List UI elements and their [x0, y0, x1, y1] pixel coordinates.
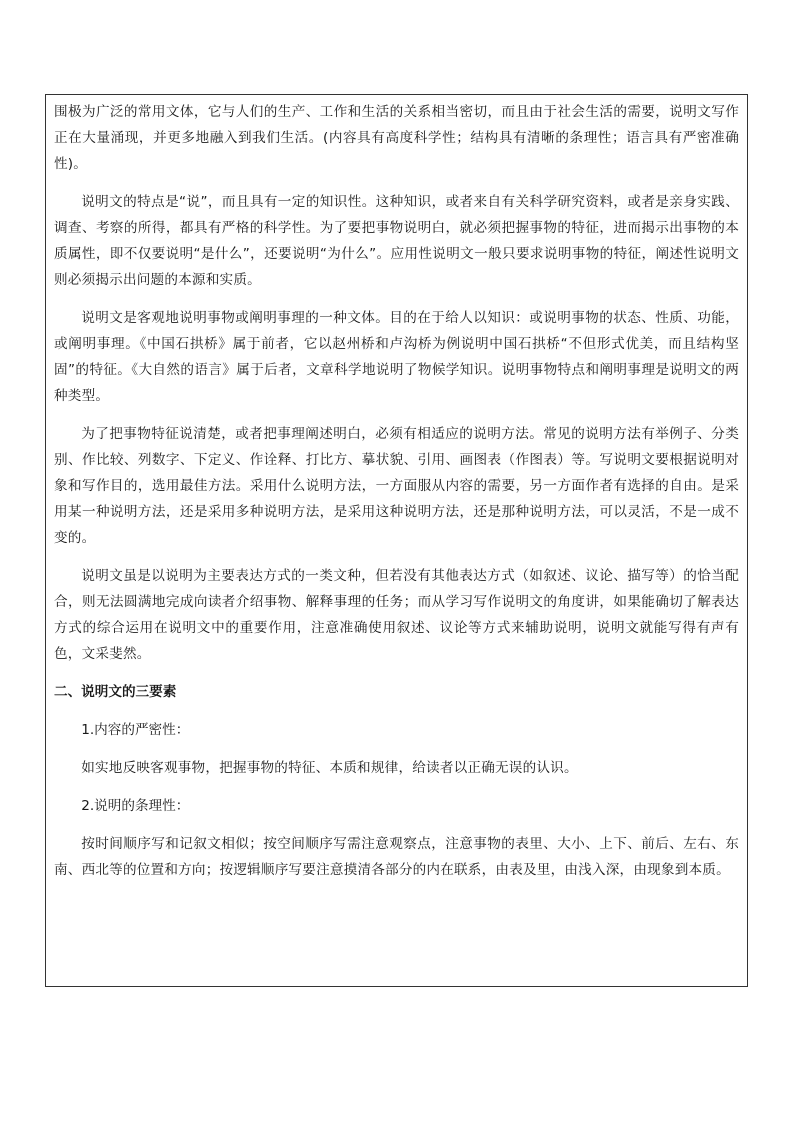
item2-title: 2.说明的条理性：: [81, 798, 190, 814]
paragraph-characteristics: 说明文的特点是“说”，而且具有一定的知识性。这种知识，或者来自有关科学研究资料，或者是亲身实践、调查、考察的所得，都具有严格的科学性。为了要把事物说明白，就必须把握事物的特征，进而揭示出事物的本质属性，即不仅要说明“是什么”，还要说明“为什么”。应用性说明文一般只要求说明事物的特征，阐述性说明文则必须揭示出问题的本源和实质。: [54, 194, 739, 288]
paragraph-continuation: 围极为广泛的常用文体，它与人们的生产、工作和生活的关系相当密切，而且由于社会生活的需要，说明文写作正在大量涌现，并更多地融入到我们生活。(内容具有高度科学性；结构具有清晰的条理性；语言具有严密准确性)。: [54, 104, 739, 172]
item1-body: 如实地反映客观事物，把握事物的特征、本质和规律，给读者以正确无误的认识。: [81, 760, 578, 776]
item1-title: 1.内容的严密性：: [81, 722, 190, 738]
item2-body: 按时间顺序写和记叙文相似；按空间顺序写需注意观察点，注意事物的表里、大小、上下、前后、左右、东南、西北等的位置和方向；按逻辑顺序写要注意摸清各部分的内在联系，由表及里，由浅入深，由现象到本质。: [54, 836, 739, 878]
paragraph-definition: 说明文是客观地说明事物或阐明事理的一种文体。目的在于给人以知识：或说明事物的状态、性质、功能，或阐明事理。《中国石拱桥》属于前者，它以赵州桥和卢沟桥为例说明中国石拱桥“不但形式优美，而且结构坚固”的特征。《大自然的语言》属于后者，文章科学地说明了物候学知识。说明事物特点和阐明事理是说明文的两种类型。: [54, 310, 739, 404]
section-heading: 二、说明文的三要素: [54, 684, 177, 700]
paragraph-methods: 为了把事物特征说清楚，或者把事理阐述明白，必须有相适应的说明方法。常见的说明方法有举例子、分类别、作比较、列数字、下定义、作诠释、打比方、摹状貌、引用、画图表（作图表）等。写说明文要根据说明对象和写作目的，选用最佳方法。采用什么说明方法，一方面服从内容的需要，另一方面作者有选择的自由。是采用某一种说明方法，还是采用多种说明方法，是采用这种说明方法，还是那种说明方法，可以灵活，不是一成不变的。: [54, 426, 739, 546]
document-frame: [45, 94, 748, 987]
paragraph-expression: 说明文虽是以说明为主要表达方式的一类文种，但若没有其他表达方式（如叙述、议论、描写等）的恰当配合，则无法圆满地完成向读者介绍事物、解释事理的任务；而从学习写作说明文的角度讲，如果能确切了解表达方式的综合运用在说明文中的重要作用，注意准确使用叙述、议论等方式来辅助说明，说明文就能写得有声有色，文采斐然。: [54, 568, 739, 662]
